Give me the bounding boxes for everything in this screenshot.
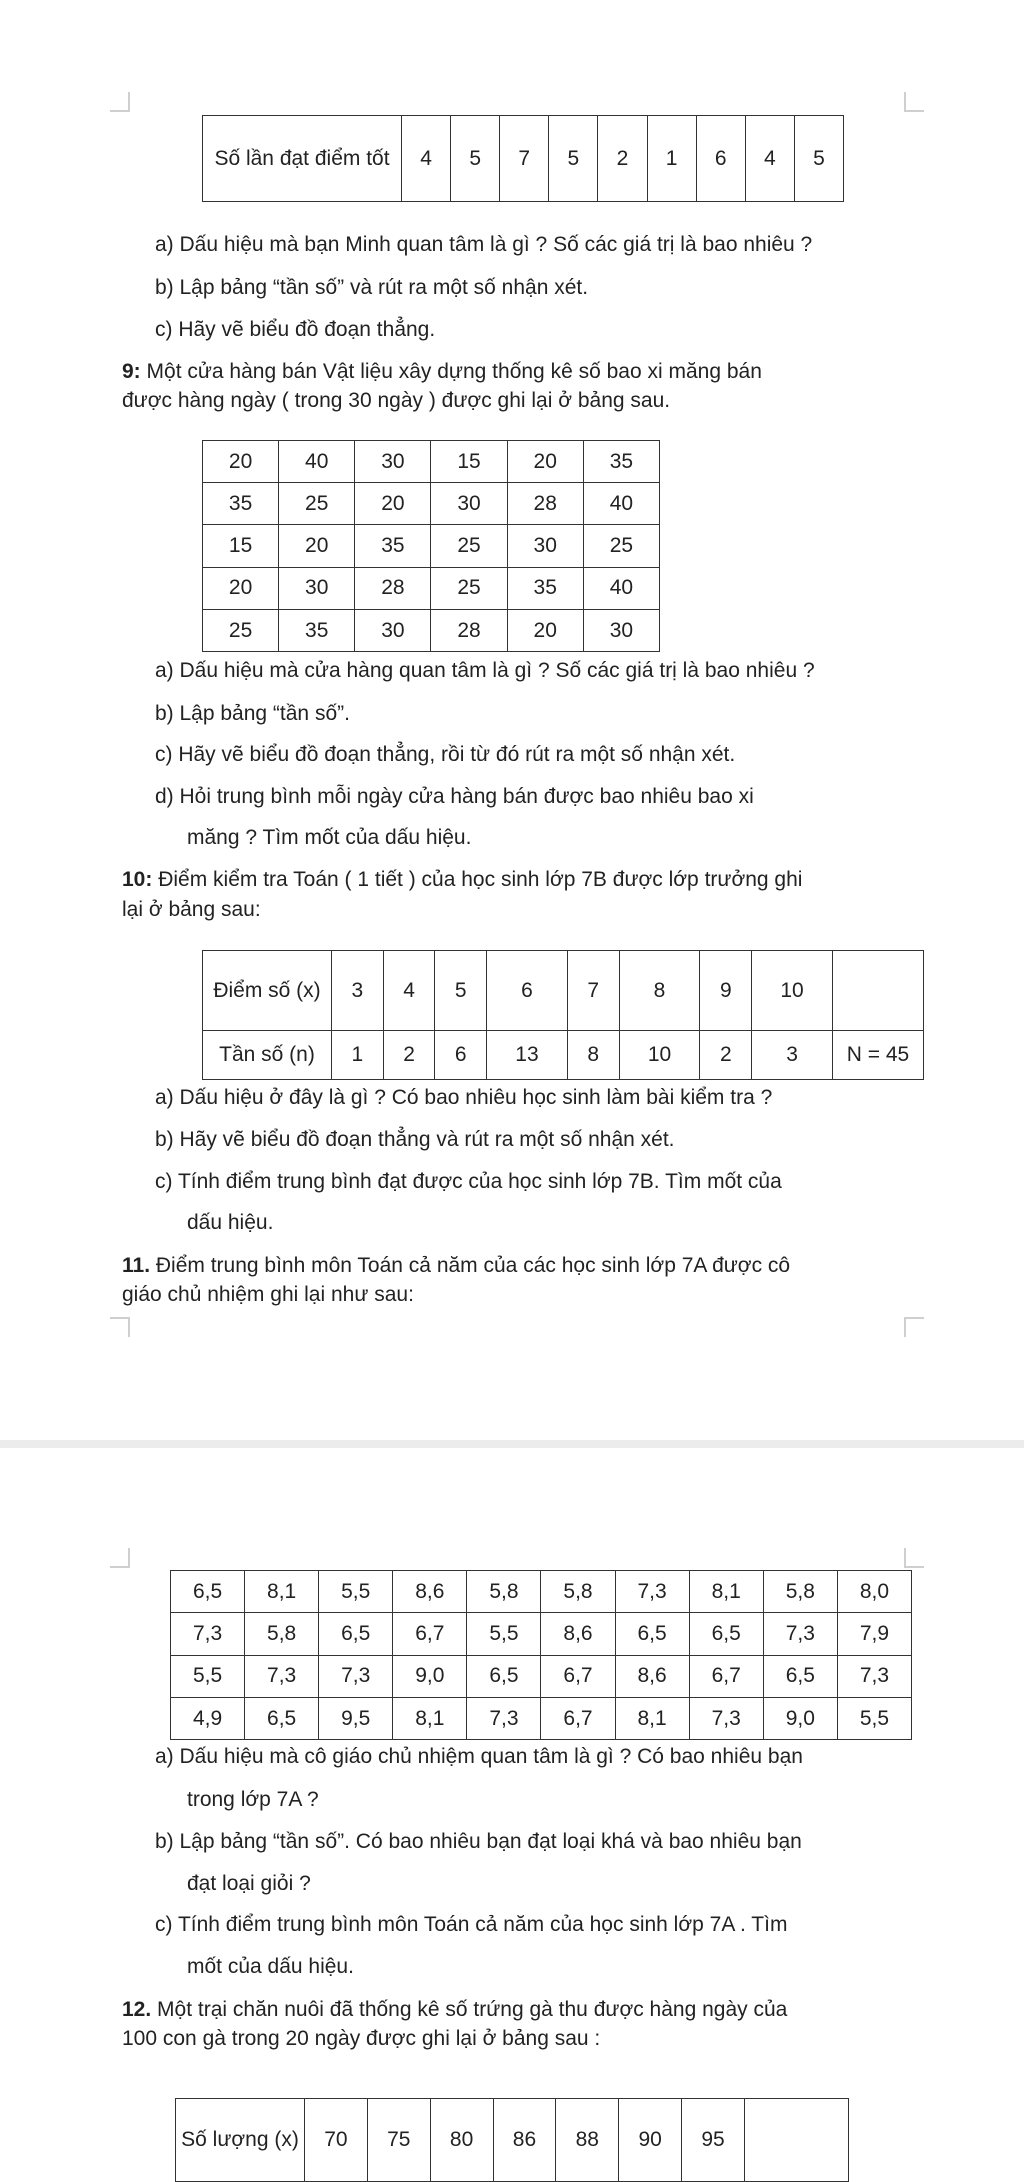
- question-11b-cont: đạt loại giỏi ?: [187, 1872, 311, 1895]
- table-cell: 1: [332, 1031, 384, 1080]
- problem-text: Một trại chăn nuôi đã thống kê số trứng gà thu được hàng ngày của: [151, 1998, 788, 2021]
- table-cell: 6: [435, 1031, 487, 1080]
- table-cell: 6,7: [541, 1655, 615, 1697]
- table-cell: 8,1: [393, 1697, 467, 1739]
- table-row: [203, 1031, 924, 1080]
- document-page-2: [0, 1448, 1024, 2162]
- table-cell: 6,7: [689, 1655, 763, 1697]
- problem-12-heading-line2: 100 con gà trong 20 ngày được ghi lại ở bảng sau :: [122, 2027, 601, 2050]
- good-grades-table: [202, 115, 844, 202]
- table-cell: 30: [431, 483, 507, 525]
- problem-11-heading-line2: giáo chủ nhiệm ghi lại như sau:: [122, 1283, 414, 1306]
- table-cell: 5,5: [171, 1655, 245, 1697]
- table-cell: 28: [355, 567, 431, 609]
- test-score-frequency-table: [202, 950, 924, 1080]
- table-cell: 5: [549, 116, 598, 202]
- table-cell: 7: [567, 951, 619, 1031]
- table-cell: 13: [487, 1031, 568, 1080]
- table-cell: 9,0: [763, 1697, 837, 1739]
- table-row: [176, 2099, 849, 2182]
- table-cell: [745, 2099, 849, 2182]
- table-cell: 4: [745, 116, 794, 202]
- table-cell: 15: [431, 441, 507, 483]
- table-cell: 6,5: [689, 1613, 763, 1655]
- table-cell: 7,3: [837, 1655, 911, 1697]
- table-cell: 7,3: [615, 1571, 689, 1613]
- table-cell: 20: [355, 483, 431, 525]
- page-corner-mark: [110, 92, 130, 112]
- question-10c: c) Tính điểm trung bình đạt được của học sinh lớp 7B. Tìm mốt của: [155, 1170, 782, 1193]
- table-cell: 2: [383, 1031, 435, 1080]
- table-cell: 40: [583, 567, 659, 609]
- page-corner-mark: [904, 92, 924, 112]
- table-cell: 7,3: [467, 1697, 541, 1739]
- table-cell: 20: [507, 441, 583, 483]
- table-cell: 6,5: [319, 1613, 393, 1655]
- page-corner-mark: [110, 1317, 130, 1337]
- table-row: [203, 951, 924, 1031]
- table-cell: 5: [794, 116, 843, 202]
- table-cell: 4,9: [171, 1697, 245, 1739]
- question-8b: b) Lập bảng “tần số” và rút ra một số nhận xét.: [155, 276, 589, 299]
- table-row: [171, 1655, 912, 1697]
- table-cell: 5: [451, 116, 500, 202]
- table-cell: 2: [700, 1031, 752, 1080]
- table-cell: 80: [430, 2099, 493, 2182]
- table-row: [203, 567, 660, 609]
- table-cell: 25: [431, 567, 507, 609]
- table-cell: 3: [332, 951, 384, 1031]
- table-cell: 8,6: [615, 1655, 689, 1697]
- question-9c: c) Hãy vẽ biểu đồ đoạn thẳng, rồi từ đó rút ra một số nhận xét.: [155, 743, 736, 766]
- problem-number: 12.: [122, 1998, 152, 2021]
- table-cell: 9: [700, 951, 752, 1031]
- table-cell: 8: [619, 951, 700, 1031]
- problem-9-heading-line2: được hàng ngày ( trong 30 ngày ) được ghi lại ở bảng sau.: [122, 389, 671, 412]
- table-cell: 6,7: [541, 1697, 615, 1739]
- question-11c: c) Tính điểm trung bình môn Toán cả năm của học sinh lớp 7A . Tìm: [155, 1913, 788, 1936]
- table-cell: [833, 951, 924, 1031]
- table-header-cell: Số lượng (x): [176, 2099, 305, 2182]
- table-row: [203, 483, 660, 525]
- table-cell: 10: [752, 951, 833, 1031]
- question-9d-cont: măng ? Tìm mốt của dấu hiệu.: [187, 826, 472, 849]
- question-8c: c) Hãy vẽ biểu đồ đoạn thẳng.: [155, 318, 436, 341]
- table-cell: 6: [487, 951, 568, 1031]
- table-cell: 9,0: [393, 1655, 467, 1697]
- table-cell: 8,6: [393, 1571, 467, 1613]
- table-cell: 7,3: [689, 1697, 763, 1739]
- table-cell: 8,1: [245, 1571, 319, 1613]
- table-cell: 6,5: [615, 1613, 689, 1655]
- math-average-table: [170, 1570, 912, 1740]
- table-cell: 20: [203, 441, 279, 483]
- question-8a: a) Dấu hiệu mà bạn Minh quan tâm là gì ? Số các giá trị là bao nhiêu ?: [155, 233, 813, 256]
- table-cell: 5,8: [763, 1571, 837, 1613]
- problem-10-heading: [122, 866, 802, 894]
- table-cell: 75: [367, 2099, 430, 2182]
- table-cell: 2: [598, 116, 647, 202]
- question-11c-cont: mốt của dấu hiệu.: [187, 1955, 354, 1978]
- table-cell: 40: [279, 441, 355, 483]
- table-header-cell: Điểm số (x): [203, 951, 332, 1031]
- table-cell: 95: [682, 2099, 745, 2182]
- table-cell: 30: [279, 567, 355, 609]
- table-cell: 8,1: [615, 1697, 689, 1739]
- table-cell: 15: [203, 525, 279, 567]
- table-row: [171, 1613, 912, 1655]
- table-cell: 30: [355, 441, 431, 483]
- page-separator: [0, 1440, 1024, 1448]
- table-cell: 6,5: [171, 1571, 245, 1613]
- question-11b: b) Lập bảng “tần số”. Có bao nhiêu bạn đạt loại khá và bao nhiêu bạn: [155, 1830, 802, 1853]
- table-cell: 7,3: [171, 1613, 245, 1655]
- table-cell: 35: [279, 609, 355, 651]
- problem-10-heading-line2: lại ở bảng sau:: [122, 898, 261, 921]
- problem-12-heading: [122, 1996, 787, 2024]
- page-corner-mark: [110, 1548, 130, 1568]
- page-corner-mark: [904, 1548, 924, 1568]
- table-cell: 25: [583, 525, 659, 567]
- table-cell: 90: [619, 2099, 682, 2182]
- table-cell: 7,9: [837, 1613, 911, 1655]
- table-cell: 4: [383, 951, 435, 1031]
- table-cell: 30: [583, 609, 659, 651]
- table-cell: 30: [507, 525, 583, 567]
- table-cell: 35: [583, 441, 659, 483]
- table-cell: 6,5: [467, 1655, 541, 1697]
- table-row: [171, 1571, 912, 1613]
- table-header-cell: Tần số (n): [203, 1031, 332, 1080]
- table-cell: N = 45: [833, 1031, 924, 1080]
- problem-number: 11.: [122, 1254, 151, 1277]
- table-cell: 35: [355, 525, 431, 567]
- table-header-cell: Số lần đạt điểm tốt: [203, 116, 402, 202]
- problem-number: 10:: [122, 868, 153, 891]
- problem-number: 9:: [122, 360, 141, 383]
- table-cell: 8,1: [689, 1571, 763, 1613]
- table-cell: 6,5: [763, 1655, 837, 1697]
- table-cell: 25: [431, 525, 507, 567]
- table-cell: 70: [305, 2099, 368, 2182]
- table-cell: 25: [203, 609, 279, 651]
- table-cell: 20: [203, 567, 279, 609]
- question-10a: a) Dấu hiệu ở đây là gì ? Có bao nhiêu học sinh làm bài kiểm tra ?: [155, 1086, 773, 1109]
- table-row: [203, 525, 660, 567]
- table-row: [203, 609, 660, 651]
- table-row: [171, 1697, 912, 1739]
- table-cell: 28: [431, 609, 507, 651]
- table-cell: 28: [507, 483, 583, 525]
- table-cell: 6: [696, 116, 745, 202]
- question-11a-cont: trong lớp 7A ?: [187, 1788, 319, 1811]
- table-cell: 86: [493, 2099, 556, 2182]
- table-cell: 25: [279, 483, 355, 525]
- table-cell: 5,8: [245, 1613, 319, 1655]
- table-cell: 3: [752, 1031, 833, 1080]
- table-cell: 7,3: [245, 1655, 319, 1697]
- question-10b: b) Hãy vẽ biểu đồ đoạn thẳng và rút ra một số nhận xét.: [155, 1128, 675, 1151]
- question-9d: d) Hỏi trung bình mỗi ngày cửa hàng bán được bao nhiêu bao xi: [155, 785, 754, 808]
- table-cell: 20: [507, 609, 583, 651]
- table-cell: 30: [355, 609, 431, 651]
- table-cell: 5,8: [467, 1571, 541, 1613]
- table-cell: 1: [647, 116, 696, 202]
- table-cell: 6,5: [245, 1697, 319, 1739]
- table-cell: 7,3: [763, 1613, 837, 1655]
- problem-9-heading: [122, 358, 762, 386]
- cement-sales-table: [202, 440, 660, 652]
- table-cell: 5,8: [541, 1571, 615, 1613]
- table-cell: 40: [583, 483, 659, 525]
- page-corner-mark: [904, 1317, 924, 1337]
- table-cell: 35: [203, 483, 279, 525]
- table-cell: 8,0: [837, 1571, 911, 1613]
- table-cell: 10: [619, 1031, 700, 1080]
- table-cell: 5: [435, 951, 487, 1031]
- table-cell: 9,5: [319, 1697, 393, 1739]
- table-cell: 7,3: [319, 1655, 393, 1697]
- table-cell: 5,5: [319, 1571, 393, 1613]
- problem-11-heading: [122, 1252, 790, 1280]
- egg-count-table: [175, 2098, 849, 2182]
- table-cell: 20: [279, 525, 355, 567]
- question-9a: a) Dấu hiệu mà cửa hàng quan tâm là gì ? Số các giá trị là bao nhiêu ?: [155, 659, 815, 682]
- question-11a: a) Dấu hiệu mà cô giáo chủ nhiệm quan tâm là gì ? Có bao nhiêu bạn: [155, 1745, 803, 1768]
- table-cell: 7: [500, 116, 549, 202]
- question-9b: b) Lập bảng “tần số”.: [155, 702, 350, 725]
- table-cell: 8,6: [541, 1613, 615, 1655]
- table-cell: 5,5: [467, 1613, 541, 1655]
- problem-text: Điểm kiểm tra Toán ( 1 tiết ) của học sinh lớp 7B được lớp trưởng ghi: [152, 868, 803, 891]
- table-row: [203, 441, 660, 483]
- table-cell: 5,5: [837, 1697, 911, 1739]
- table-cell: 6,7: [393, 1613, 467, 1655]
- table-cell: 35: [507, 567, 583, 609]
- table-cell: 8: [567, 1031, 619, 1080]
- question-10c-cont: dấu hiệu.: [187, 1211, 274, 1234]
- problem-text: Điểm trung bình môn Toán cả năm của các học sinh lớp 7A được cô: [150, 1254, 791, 1277]
- table-cell: 4: [402, 116, 451, 202]
- table-cell: 88: [556, 2099, 619, 2182]
- problem-text: Một cửa hàng bán Vật liệu xây dựng thống kê số bao xi măng bán: [140, 360, 762, 383]
